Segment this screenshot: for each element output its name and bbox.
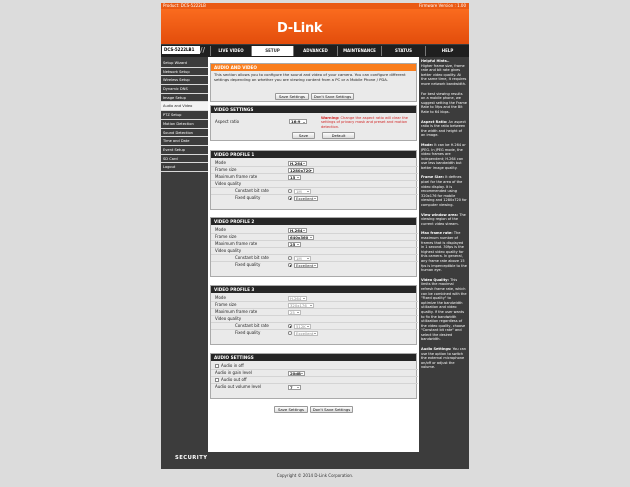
fixed-quality-row	[211, 195, 418, 202]
section-description: This section allows you to configure the sound and video of your camera. You can configure different settings depending on whether you are viewing content from a PC or a Mobile Phone / PDA.	[214, 72, 406, 82]
cbr-radio[interactable]	[288, 256, 292, 260]
save-button[interactable]: Save	[292, 132, 315, 139]
fixed-quality-select[interactable]: Excellent	[294, 196, 318, 201]
video-quality-row	[211, 181, 418, 188]
max-frame-rate-row	[211, 174, 418, 181]
warning-bold: Warning:	[321, 116, 340, 120]
help-aspect	[421, 120, 467, 138]
frame-size-label: Frame size	[215, 167, 237, 172]
warning-text: Change the aspect ratio will clear the settings of privacy mask and preset and motion detection.	[321, 116, 408, 129]
sidebar-item-time-and-date[interactable]: Time and Date	[161, 137, 208, 146]
help-frame-size	[421, 175, 467, 207]
tab-maintenance[interactable]: MAINTENANCE	[337, 46, 381, 56]
frame-size-row	[211, 302, 418, 309]
max-frame-rate-select[interactable]: 25	[288, 242, 301, 247]
frame-size-label: Frame size	[215, 302, 237, 307]
sidebar-item-sd-card[interactable]: SD Card	[161, 155, 208, 164]
help-best: For best viewing results on a mobile phone, we suggest setting the Frame Rate to 5fps and the Bit Rate to 64 kbps.	[421, 91, 467, 114]
video-quality-label: Video quality	[215, 316, 242, 321]
section-title: AUDIO AND VIDEO	[211, 64, 416, 71]
audio-out-off-label: Audio out off	[221, 377, 247, 382]
mode-select[interactable]: H.264	[288, 228, 307, 233]
section-title: VIDEO PROFILE 3	[211, 286, 416, 293]
tab-live-video[interactable]: LIVE VIDEO	[210, 46, 251, 56]
audio-out-off-checkbox[interactable]	[215, 378, 219, 382]
help-as-title: Audio Settings:	[421, 347, 452, 352]
cbr-select[interactable]: 512K	[294, 324, 311, 329]
mode-row	[211, 227, 418, 234]
gain-select[interactable]: 20dB	[288, 371, 305, 376]
sidebar-item-sound-detection[interactable]: Sound Detection	[161, 129, 208, 138]
mode-select[interactable]: H.264	[288, 296, 307, 301]
sidebar-item-setup-wizard[interactable]: Setup Wizard	[161, 59, 208, 68]
sidebar-item-event-setup[interactable]: Event Setup	[161, 146, 208, 155]
cbr-row	[211, 323, 418, 330]
cbr-radio[interactable]	[288, 189, 292, 193]
video-quality-row	[211, 248, 418, 255]
section-title: AUDIO SETTINGS	[211, 354, 416, 361]
video-quality-label: Video quality	[215, 248, 242, 253]
help-as-text: You can use the option to switch the external microphone on/off or adjust the volume.	[421, 347, 467, 370]
mode-label: Mode	[215, 160, 226, 165]
fixed-quality-label: Fixed quality	[235, 195, 261, 200]
help-mode-text: It can be H.264 or JPEG. In JPEG mode, the video frames are independent; H.264 can use less bandwidth but better image quality.	[421, 142, 466, 170]
mode-label: Mode	[215, 227, 226, 232]
max-frame-rate-row	[211, 241, 418, 248]
bottom-dont-save-settings-button[interactable]: Don't Save Settings	[310, 406, 353, 413]
main-content	[208, 57, 419, 465]
sidebar-item-logout[interactable]: Logout	[161, 163, 208, 172]
sidebar-item-network-setup[interactable]: Network Setup	[161, 68, 208, 77]
sidebar	[161, 59, 208, 172]
camera-web-ui	[161, 3, 469, 469]
copyright-text: Copyright © 2014 D-Link Corporation.	[276, 473, 354, 478]
max-frame-rate-label: Maximum frame rate	[215, 309, 258, 314]
dlink-logo: D-Link	[277, 21, 323, 36]
video-profile-1-section	[210, 150, 417, 210]
save-settings-button[interactable]: Save Settings	[275, 93, 309, 100]
help-vw-title: View window area:	[421, 212, 459, 217]
header-banner	[161, 9, 469, 44]
product-label: Product: DCS-5222LB	[163, 3, 206, 8]
help-title: Helpful Hints..	[421, 59, 450, 63]
help-vq-text: This limits the maximal refresh frame rate, which can be combined with the "Fixed quality" to optimize the bandwidth utilization and video quality. If the user wants to fix the bandwidth utilization regardless of the video quality, choose "Constant bit rate" and select the desired bandwidth.	[421, 277, 467, 342]
section-title: VIDEO SETTINGS	[211, 106, 416, 113]
help-video-quality	[421, 278, 467, 342]
gain-label: Audio in gain level	[215, 370, 252, 375]
help-mfr-title: Max frame rate:	[421, 231, 453, 236]
aspect-ratio-select[interactable]: 16:9	[289, 119, 307, 124]
default-button[interactable]: Default	[322, 132, 355, 139]
out-volume-select[interactable]: 7	[288, 385, 301, 390]
video-quality-row	[211, 316, 418, 323]
cbr-select[interactable]: 1M	[294, 189, 311, 194]
sidebar-item-wireless-setup[interactable]: Wireless Setup	[161, 76, 208, 85]
help-intro: Higher frame size, frame rate and bit rate gives better video quality. At the same time, it requires more network bandwidth.	[421, 63, 467, 86]
mode-row	[211, 295, 418, 302]
max-frame-rate-select[interactable]: 25	[288, 310, 301, 315]
help-aspect-title: Aspect Ratio:	[421, 119, 448, 124]
fixed-quality-radio[interactable]	[288, 331, 292, 335]
audio-settings-section	[210, 353, 417, 399]
video-settings-section	[210, 105, 417, 141]
dont-save-settings-button[interactable]: Don't Save Settings	[311, 93, 354, 100]
audio-in-off-row	[211, 363, 418, 370]
cbr-label: Constant bit rate	[235, 188, 269, 193]
max-frame-rate-select[interactable]: 15	[288, 175, 301, 180]
sidebar-item-dynamic-dns[interactable]: Dynamic DNS	[161, 85, 208, 94]
cbr-radio[interactable]	[288, 324, 292, 328]
cbr-label: Constant bit rate	[235, 255, 269, 260]
help-audio-settings	[421, 347, 467, 370]
tab-advanced[interactable]: ADVANCED	[293, 46, 337, 56]
fixed-quality-label: Fixed quality	[235, 262, 261, 267]
help-vq-title: Video Quality:	[421, 277, 449, 282]
divider-slashes: //	[200, 46, 206, 54]
video-quality-label: Video quality	[215, 181, 242, 186]
help-mode	[421, 143, 467, 171]
aspect-ratio-label: Aspect ratio	[215, 119, 240, 124]
frame-size-select[interactable]: 320x176	[288, 303, 314, 308]
help-view-window	[421, 213, 467, 227]
sidebar-item-motion-detection[interactable]: Motion Detection	[161, 120, 208, 129]
tab-status[interactable]: STATUS	[381, 46, 425, 56]
sidebar-item-audio-and-video[interactable]: Audio and Video	[161, 102, 208, 111]
cbr-row	[211, 255, 418, 262]
aspect-ratio-row	[211, 115, 418, 129]
video-profile-2-section	[210, 217, 417, 277]
out-volume-label: Audio out volume level	[215, 384, 262, 389]
cbr-select[interactable]: 1M	[294, 256, 311, 261]
help-fs-text: It defines pixel for the area of the video display. It is recommended using 320x176 for mobile viewing and 1280x720 for computer viewing.	[421, 175, 467, 208]
firmware-label: Firmware Version : 1.00	[418, 3, 466, 8]
out-volume-row	[211, 384, 418, 391]
footer-bar	[161, 452, 469, 469]
max-frame-rate-label: Maximum frame rate	[215, 241, 258, 246]
frame-size-row	[211, 167, 418, 174]
fixed-quality-select[interactable]: Excellent	[294, 331, 318, 336]
audio-out-off-row	[211, 377, 418, 384]
aspect-ratio-warning	[321, 116, 416, 129]
max-frame-rate-label: Maximum frame rate	[215, 174, 258, 179]
audio-in-off-label: Audio in off	[221, 363, 244, 368]
security-brand: SECURITY	[175, 455, 208, 461]
mode-label: Mode	[215, 295, 226, 300]
fixed-quality-row	[211, 330, 418, 337]
help-fs-title: Frame Size:	[421, 175, 445, 180]
model-label: DCS-5222LB1	[162, 46, 200, 54]
tab-setup[interactable]: SETUP	[251, 46, 293, 56]
fixed-quality-row	[211, 262, 418, 269]
audio-in-off-checkbox[interactable]	[215, 364, 219, 368]
frame-size-label: Frame size	[215, 234, 237, 239]
cbr-row	[211, 188, 418, 195]
fixed-quality-radio[interactable]	[288, 263, 292, 267]
section-title: VIDEO PROFILE 2	[211, 218, 416, 225]
help-max-frame-rate	[421, 231, 467, 272]
mode-select[interactable]: H.264	[288, 161, 307, 166]
frame-size-row	[211, 234, 418, 241]
video-profile-3-section	[210, 285, 417, 345]
help-mode-title: Mode:	[421, 142, 434, 147]
mode-row	[211, 160, 418, 167]
audio-video-section	[210, 63, 417, 102]
gain-row	[211, 370, 418, 377]
help-vw-text: The viewing region of the current video stream.	[421, 212, 466, 226]
help-panel	[419, 57, 469, 465]
bottom-save-settings-button[interactable]: Save Settings	[274, 406, 308, 413]
frame-size-select[interactable]: 640x360	[288, 235, 314, 240]
help-mfr-text: The maximum number of frames that is displayed in 1 second. 30fps is the highest video quality for this camera. In general, any frame rate above 15 fps is imperceptible to the human eye.	[421, 231, 467, 273]
fixed-quality-select[interactable]: Excellent	[294, 263, 318, 268]
sidebar-item-image-setup[interactable]: Image Setup	[161, 94, 208, 103]
sidebar-item-ptz-setup[interactable]: PTZ Setup	[161, 111, 208, 120]
help-aspect-text: An aspect ratio is the ratio between the width and height of an image.	[421, 119, 466, 138]
fixed-quality-radio[interactable]	[288, 196, 292, 200]
tab-help[interactable]: HELP	[425, 46, 469, 56]
cbr-label: Constant bit rate	[235, 323, 269, 328]
frame-size-select[interactable]: 1280x720	[288, 168, 314, 173]
section-title: VIDEO PROFILE 1	[211, 151, 416, 158]
fixed-quality-label: Fixed quality	[235, 330, 261, 335]
max-frame-rate-row	[211, 309, 418, 316]
